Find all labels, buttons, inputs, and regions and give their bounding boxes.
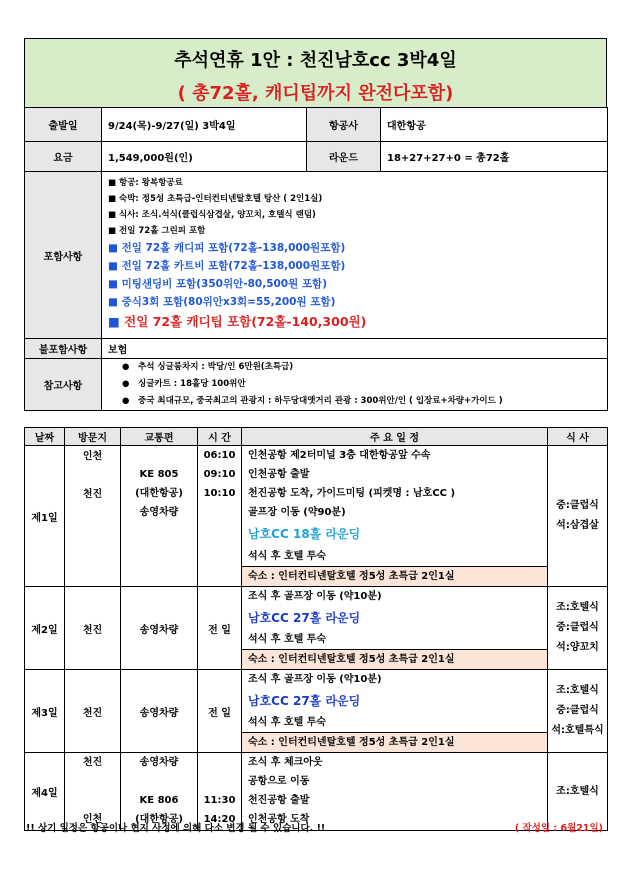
meal: 조:호텔식	[556, 602, 599, 613]
meal: 석:호텔특식	[551, 725, 604, 736]
table-row	[25, 587, 608, 670]
meal: 석:양꼬치	[556, 642, 599, 653]
meal: 중:클럽식	[556, 705, 599, 716]
day-label: 제4일	[25, 753, 65, 831]
round-event: 남호CC 27홀 라운딩	[248, 611, 361, 625]
depart-label: 출발일	[25, 108, 102, 142]
event: 석식 후 호텔 투숙	[248, 717, 327, 728]
included-label: 포함사항	[25, 172, 102, 339]
meal: 조:호텔식	[556, 785, 599, 797]
time: 10:10	[203, 488, 236, 499]
hotel-info: 숙소 : 인터컨티넨탈호텔 정5성 초특급 2인1실	[242, 649, 547, 669]
included-item-red: ■ 전일 72홀 캐디팁 포함(72홀-140,300원)	[108, 311, 607, 333]
reference-item: ● 중국 최대규모, 중국최고의 관광지 : 하두당대앳거리 관광 : 300위안/인 ( 입장료+차량+가이드 )	[102, 393, 607, 410]
meal-cell	[548, 587, 608, 670]
transport: KE 806	[139, 795, 179, 806]
place: 천진	[82, 489, 103, 500]
depart-value: 9/24(목)-9/27(일) 3박4일	[102, 108, 307, 142]
reference-item: ● 추석 싱글룸차지 : 박당/인 6만원(초특급)	[102, 359, 607, 376]
transport-cell	[121, 446, 198, 587]
round-value: 18+27+27+0 = 총72홀	[381, 142, 608, 172]
table-row	[25, 753, 608, 831]
event: 석식 후 호텔 투숙	[248, 551, 327, 562]
col-place: 방문지	[65, 428, 121, 446]
hotel-info: 숙소 : 인터컨티넨탈호텔 정5성 초특급 2인1실	[242, 566, 547, 586]
itinerary-cell	[242, 670, 548, 753]
reference-label: 참고사항	[25, 359, 102, 411]
time: 14:20	[203, 814, 236, 825]
meal-cell	[548, 753, 608, 831]
meal: 석:삼겹살	[556, 520, 599, 531]
itinerary-cell	[242, 446, 548, 587]
col-transport: 교통편	[121, 428, 198, 446]
transport: 송영차량	[139, 507, 179, 518]
info-table	[24, 107, 608, 411]
day-label: 제3일	[25, 670, 65, 753]
included-item: ■ 전일 72홀 그린피 포함	[108, 223, 607, 239]
table-row	[25, 446, 608, 587]
itinerary-cell	[242, 587, 548, 670]
event: 조식 후 골프장 이동 (약10분)	[248, 591, 382, 602]
transport: 송영차량	[121, 587, 198, 670]
transport-cell	[121, 753, 198, 831]
round-event: 남호CC 18홀 라운딩	[248, 527, 361, 541]
place: 천진	[65, 670, 121, 753]
event: 인천공항 도착	[248, 814, 310, 825]
col-itinerary: 주 요 일 정	[242, 428, 548, 446]
transport: 송영차량	[121, 670, 198, 753]
day-label: 제2일	[25, 587, 65, 670]
schedule-header-row	[25, 428, 608, 446]
place: 인천	[82, 451, 103, 462]
transport: KE 805	[139, 469, 179, 480]
time: 06:10	[203, 450, 236, 461]
page-title: 추석연휴 1안 : 천진남호cc 3박4일	[174, 50, 457, 71]
time-cell	[198, 753, 242, 831]
footer-note: !! 상기 일정은 항공이나 현지 사정에 의해 다소 변경 될 수 있습니다. !!	[26, 823, 326, 834]
event: 석식 후 호텔 투숙	[248, 634, 327, 645]
col-time: 시 간	[198, 428, 242, 446]
included-item-blue: ■ 전일 72홀 캐디피 포함(72홀-138,000원포함)	[108, 239, 607, 257]
included-item-blue: ■ 미팅샌딩비 포함(350위안-80,500원 포함)	[108, 275, 607, 293]
meal: 조:호텔식	[556, 685, 599, 696]
time-cell	[198, 446, 242, 587]
col-date: 날짜	[25, 428, 65, 446]
event: 조식 후 체크아웃	[248, 757, 323, 768]
price-value: 1,549,000원(인)	[102, 142, 307, 172]
event: 공항으로 이동	[248, 776, 310, 787]
place: 천진	[82, 757, 103, 768]
table-row	[25, 670, 608, 753]
day-label: 제1일	[25, 446, 65, 587]
price-label: 요금	[25, 142, 102, 172]
event: 조식 후 골프장 이동 (약10분)	[248, 674, 382, 685]
event: 천진공항 도착, 가이드미팅 (피켓명 : 남호CC )	[248, 488, 456, 499]
reference-list	[102, 359, 608, 411]
event: 인천공항 제2터미널 3층 대한항공앞 수속	[248, 450, 431, 461]
included-item: ■ 식사: 조식.석식(클럽식삼겹살, 양꼬치, 호텔식 랜덤)	[108, 207, 607, 223]
event: 인천공항 출발	[248, 469, 310, 480]
event: 천진공항 출발	[248, 795, 310, 806]
place-cell	[65, 753, 121, 831]
round-event: 남호CC 27홀 라운딩	[248, 694, 361, 708]
hotel-info: 숙소 : 인터컨티넨탈호텔 정5성 초특급 2인1실	[242, 732, 547, 752]
reference-item: ● 싱글카트 : 18홀당 100위안	[102, 376, 607, 393]
transport: (대한항공)	[135, 488, 183, 499]
transport: 송영차량	[139, 757, 179, 768]
excluded-label: 불포함사항	[25, 339, 102, 359]
airline-label: 항공사	[307, 108, 381, 142]
included-item-blue: ■ 중식3회 포함(80위안x3회=55,200원 포함)	[108, 293, 607, 311]
title-banner	[24, 38, 607, 108]
time: 09:10	[203, 469, 236, 480]
place-cell	[65, 446, 121, 587]
col-meal: 식 사	[548, 428, 608, 446]
transport: (대한항공)	[135, 814, 183, 825]
included-list	[102, 172, 608, 339]
included-item: ■ 항공: 왕복항공료	[108, 175, 607, 191]
excluded-value: 보험	[102, 339, 608, 359]
meal: 중:클럽식	[556, 500, 599, 511]
place: 천진	[65, 587, 121, 670]
footer-date: ( 작성일 : 6월21일)	[514, 823, 603, 834]
time: 전 일	[198, 587, 242, 670]
meal-cell	[548, 446, 608, 587]
place: 인천	[82, 814, 103, 825]
round-label: 라운드	[307, 142, 381, 172]
schedule-table	[24, 427, 608, 831]
included-item-blue: ■ 전일 72홀 카트비 포함(72홀-138,000원포함)	[108, 257, 607, 275]
meal: 중:클럽식	[556, 622, 599, 633]
time: 전 일	[198, 670, 242, 753]
time: 11:30	[203, 795, 236, 806]
meal-cell	[548, 670, 608, 753]
included-item: ■ 숙박: 정5성 초특급-인터컨티넨탈호텔 탕산 ( 2인1실)	[108, 191, 607, 207]
event: 골프장 이동 (약90분)	[248, 507, 346, 518]
page-subtitle: ( 총72홀, 캐디팁까지 완전다포함)	[177, 83, 454, 104]
itinerary-cell	[242, 753, 548, 831]
airline-value: 대한항공	[381, 108, 608, 142]
